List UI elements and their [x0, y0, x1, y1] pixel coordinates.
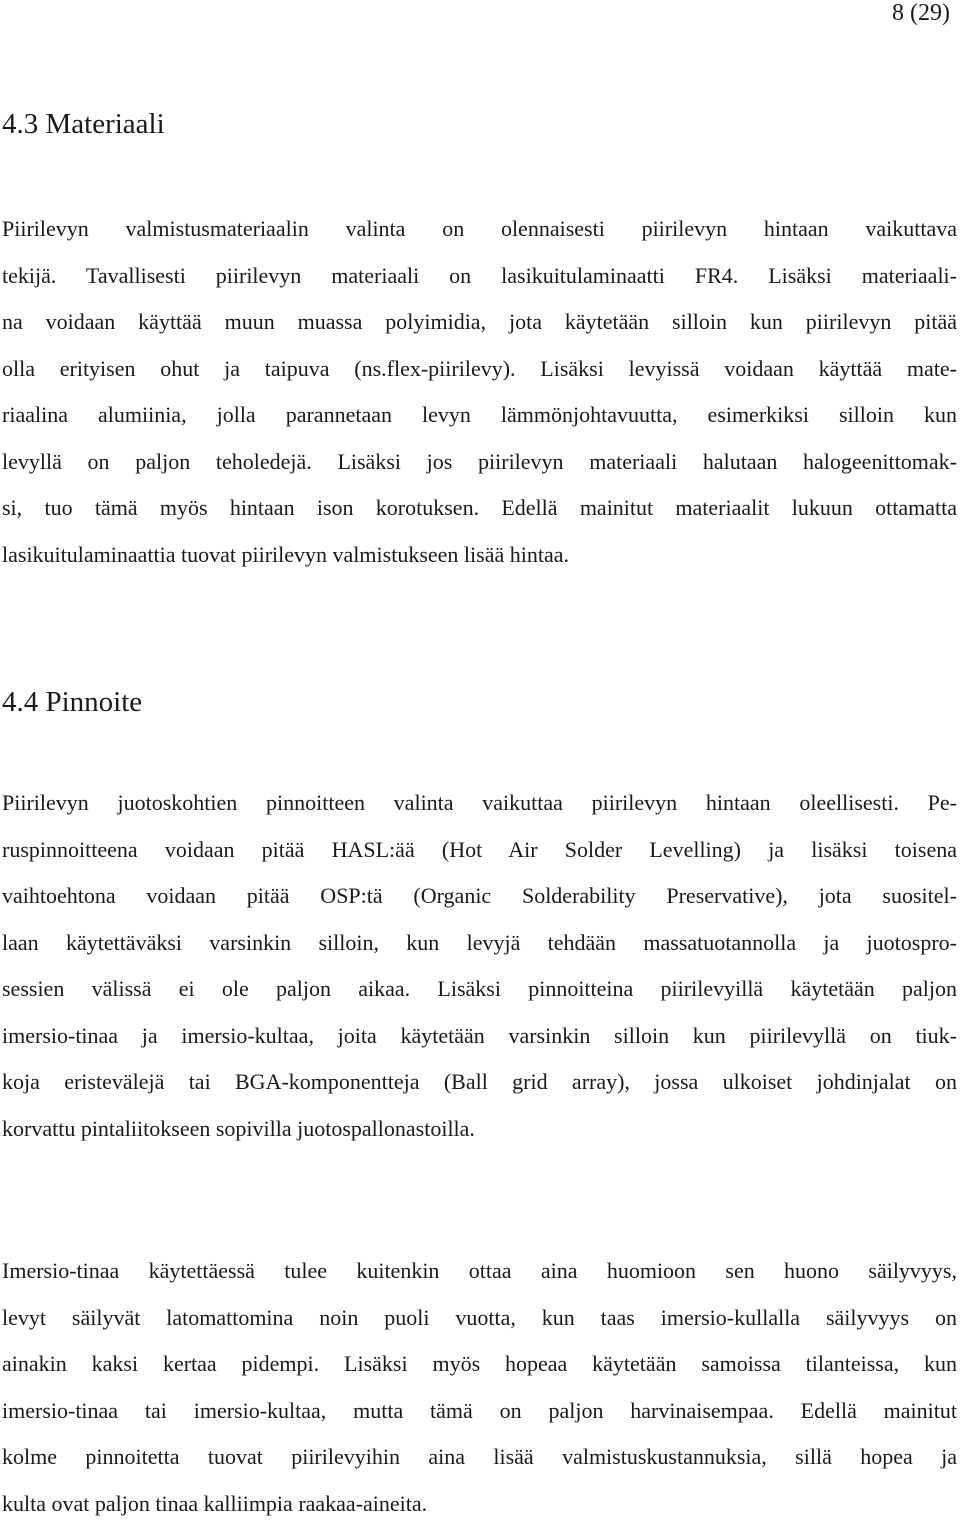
text-line: riaalina alumiinia, jolla parannetaan levyn lämmönjohtavuutta, esimerkiksi silloin kun	[2, 392, 957, 439]
section-heading-pinnoite: 4.4 Pinnoite	[2, 684, 142, 720]
text-line: laan käytettäväksi varsinkin silloin, kun levyjä tehdään massatuotannolla ja juotospro-	[2, 920, 957, 967]
text-line: ainakin kaksi kertaa pidempi. Lisäksi myös hopeaa käytetään samoissa tilanteissa, kun	[2, 1341, 957, 1388]
text-line: imersio-tinaa tai imersio-kultaa, mutta tämä on paljon harvinaisempaa. Edellä mainitut	[2, 1388, 957, 1435]
text-line: olla erityisen ohut ja taipuva (ns.flex-piirilevy). Lisäksi levyissä voidaan käyttää mate-	[2, 346, 957, 393]
text-line: na voidaan käyttää muun muassa polyimidia, jota käytetään silloin kun piirilevyn pitää	[2, 299, 957, 346]
text-line: ruspinnoitteena voidaan pitää HASL:ää (Hot Air Solder Levelling) ja lisäksi toisena	[2, 827, 957, 874]
text-line: kolme pinnoitetta tuovat piirilevyihin aina lisää valmistuskustannuksia, sillä hopea ja	[2, 1434, 957, 1481]
text-line: korvattu pintaliitokseen sopivilla juotospallonastoilla.	[2, 1106, 957, 1153]
page-number: 8 (29)	[892, 0, 950, 30]
text-line: kulta ovat paljon tinaa kalliimpia raakaa-aineita.	[2, 1481, 957, 1527]
text-line: vaihtoehtona voidaan pitää OSP:tä (Organic Solderability Preservative), jota suositel-	[2, 873, 957, 920]
text-line: Imersio-tinaa käytettäessä tulee kuitenkin ottaa aina huomioon sen huono säilyvyys,	[2, 1248, 957, 1295]
section-heading-materiaali: 4.3 Materiaali	[2, 106, 165, 142]
paragraph-pinnoite-1	[2, 780, 957, 1152]
text-line: sessien välissä ei ole paljon aikaa. Lisäksi pinnoitteina piirilevyillä käytetään paljon	[2, 966, 957, 1013]
text-line: koja eristevälejä tai BGA-komponentteja (Ball grid array), jossa ulkoiset johdinjalat on	[2, 1059, 957, 1106]
text-line: imersio-tinaa ja imersio-kultaa, joita käytetään varsinkin silloin kun piirilevyllä on tiuk-	[2, 1013, 957, 1060]
text-line: si, tuo tämä myös hintaan ison korotuksen. Edellä mainitut materiaalit lukuun ottamatta	[2, 485, 957, 532]
paragraph-pinnoite-2	[2, 1248, 957, 1527]
text-line: levyt säilyvät latomattomina noin puoli vuotta, kun taas imersio-kullalla säilyvyys on	[2, 1295, 957, 1342]
text-line: lasikuitulaminaattia tuovat piirilevyn valmistukseen lisää hintaa.	[2, 532, 957, 579]
text-line: Piirilevyn valmistusmateriaalin valinta on olennaisesti piirilevyn hintaan vaikuttava	[2, 206, 957, 253]
text-line: levyllä on paljon teholedejä. Lisäksi jos piirilevyn materiaali halutaan halogeenittomak-	[2, 439, 957, 486]
paragraph-materiaali	[2, 206, 957, 578]
text-line: Piirilevyn juotoskohtien pinnoitteen valinta vaikuttaa piirilevyn hintaan oleellisesti. Pe-	[2, 780, 957, 827]
text-line: tekijä. Tavallisesti piirilevyn materiaali on lasikuitulaminaatti FR4. Lisäksi materiaali-	[2, 253, 957, 300]
